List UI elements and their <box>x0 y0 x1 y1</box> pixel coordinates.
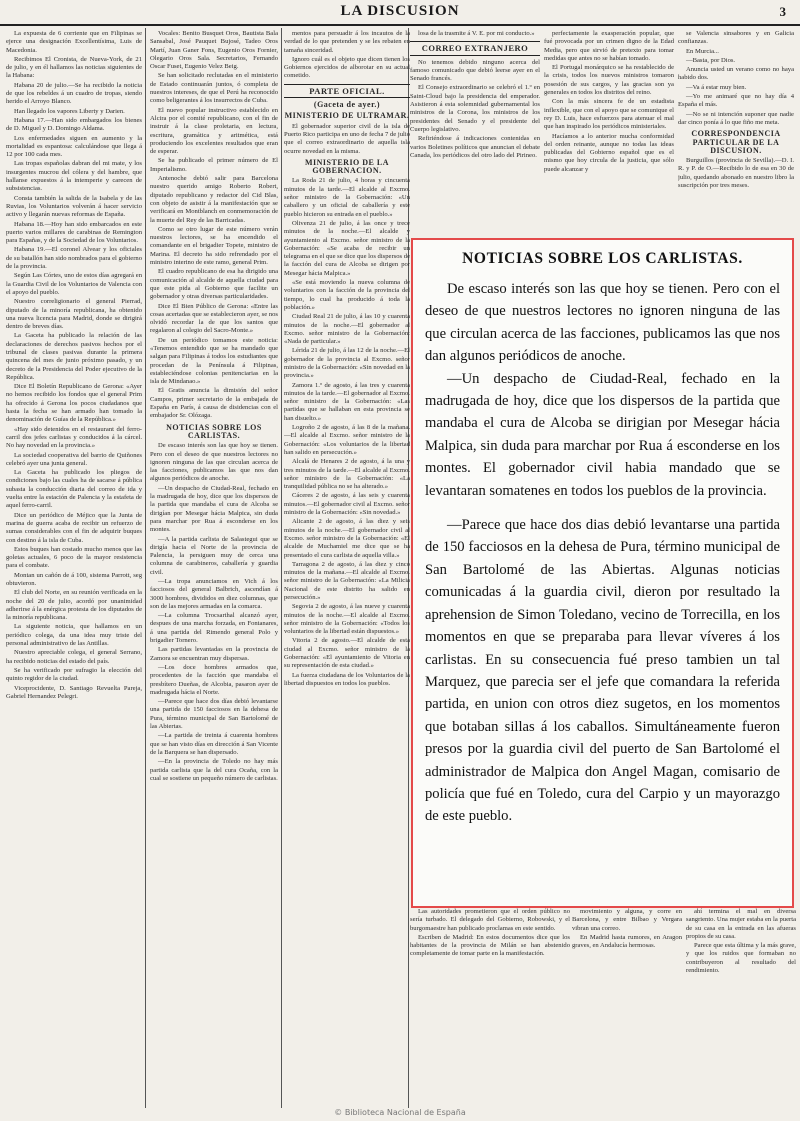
column-paragraph: —La partida de treinta á cuarenta hombres que se han visto días en dirección á San Vicente de la Barquera se han dispersado. <box>150 732 278 756</box>
column-paragraph: Las partidas levantadas en la provincia de Zamora se encuentran muy dispersas. <box>150 646 278 662</box>
column-paragraph: Se ha publicado el primer número de El Imperialismo. <box>150 157 278 173</box>
column-4-bottom <box>410 908 570 1098</box>
column-paragraph: mentos para persuadir á los incautos de la verdad de lo que pretenden y se les rebaten en tamaña sinceridad. <box>284 30 410 54</box>
column-paragraph: perfectamente la exasperación popular, que fué provocada por un crimen digno de la Edad Media, pero que sirvió de pretexto para tomar medidas que antes no se habían tomado. <box>544 30 674 62</box>
column-paragraph: Antenoche debió salir para Barcelona nuestro querido amigo Roberto Robert, diputado republicano y redactor del Cid Blas, con objeto de asistir á la manifestación que se verificará en Montblanch en conmemoración de la muerte del Rey de las Barricadas. <box>150 175 278 224</box>
column-paragraph: Anuncia usted un verano como no haya habido dos. <box>678 66 794 82</box>
column-4-top <box>410 30 540 235</box>
column-paragraph: Se han solicitado reclutadas en el ministerio de Estado continuarán juntos, ó completa de nuestros intereses, de que el Perú ha reconocido como beligerantes á los insurrectos de Cuba. <box>150 72 278 105</box>
section-heading: PARTE OFICIAL. <box>284 84 410 98</box>
column-paragraph: movimiento y alguna, y corre en Barcelona, y entre Bilbao y Vergara vibran una correo. <box>572 908 682 932</box>
section-heading: NOTICIAS SOBRE LOS CARLISTAS. <box>166 422 262 440</box>
column-paragraph: Segovia 2 de agosto, á las nueve y cuarenta minutos de la noche.—El alcalde al Excmo. señor ministro de la Gobernación: «Todos los voluntarios de la libertad están dispuestos.» <box>284 603 410 636</box>
column-paragraph: Según Las Córtes, uno de estos días agregará en la Guardia Civil de los Voluntarios de Valencia con el apoyo del pueblo. <box>6 272 142 296</box>
column-paragraph: La siguiente noticia, que hallamos en un periódico colega, da una idea muy triste del personal administrativo de las Antillas. <box>6 623 142 648</box>
column-paragraph: Consta también la salida de la Isabela y de las Ruvias, los Voluntarios volverán á hacer servicio activo y llegarán nuevas reformas de España. <box>6 194 142 219</box>
column-paragraph: —Yo me animaré que no hay día 4 España el más. <box>678 93 794 109</box>
column-paragraph: Estos buques han costado mucho menos que las goletas actuales, 6 poco de la mayor resistencia para el combate. <box>6 545 142 570</box>
page-number: 3 <box>779 4 786 19</box>
column-paragraph: Ignoro cuál es el objeto que dicen tienen los Gobiernos ejercidos de alborotar en su actual cometido. <box>284 55 410 80</box>
column-paragraph: El Portugal monárquico se ha restablecido de la crisis, todos los nuevos ministros tomaron posesión de sus cargos, y las gracias son ya generales en todos los distritos del reino. <box>544 64 674 97</box>
column-paragraph: Lérida 21 de julio, á las 12 de la noche.—El gobernador de la provincia al Excmo. señor ministro de la Gobernación: «Sin novedad en la provincia.» <box>284 347 410 380</box>
column-paragraph: La Roda 21 de julio, 4 horas y cincuenta minutos de la tarde.—El alcalde al Excmo. señor ministro de la Gobernación: «Un caballero y un oficial de caballería y este pueblo hicieron su entrada en el pueblo.» <box>284 177 410 218</box>
column-paragraph: Montan un cañón de á 100, sistema Parrott, seg obtuvieron. <box>6 571 142 587</box>
column-paragraph: Parece que esta última y la más grave, y que los ruidos que formaban no contribuyeron al resultado del rendimiento. <box>686 942 796 975</box>
article-paragraph: De escaso interés son las que hoy se tienen. Pero con el deseo de que nuestros lectores no ignoren ninguna de las que circulan acerca de las facciones, publicamos las que nos dan algunos periódicos de anoche. <box>425 281 780 365</box>
column-paragraph: Las tropas españolas dabran del mi mate, y los insurgentes mucrou del cólera y del hambre, que hallanse expuestos á la intemperie y carecen de subsistencias. <box>6 160 142 193</box>
column-paragraph: Nuestro correligionario el general Pierrad, diputado de la minoría republicana, ha obtenido una nueva licencia para Madrid, donde se dirigirá dentro de breves días. <box>6 298 142 331</box>
column-6-bottom <box>686 908 796 1098</box>
column-5-top <box>544 30 674 235</box>
article-paragraph: —Un despacho de Ciudad-Real, fechado en la madrugada de hoy, dice que los dispersos de la partida que mandaba el cura de Alcoba se dirigian por Mesegar hácia Malpica, sin duda para marchar por Rua á esconderse en los montes. El gobernador civil habia mandado que se levantaran somatenes en todos los pueblos de la provincia. <box>425 370 780 499</box>
column-3 <box>284 30 410 1105</box>
column-paragraph: De un periódico tomamos este noticia: «Tenemos entendido que se ha mandado que salgan para Filipinas á todos los estudiantes que procedan de la Península á Filipinas, estableciéndose colonias penitenciarias en la isla de Mindanao.» <box>150 336 278 386</box>
column-paragraph: La expuesta de 6 corriente que en Filipinas se ejerce una designación Excellentísima, Luis de Macedonia. <box>6 30 142 54</box>
column-paragraph: Zamora 1.º de agosto, á las tres y cuarenta minutos de la tarde.—El gobernador al Excmo. señor ministro de la Gobernación: «Las partidas que se hallaban en esta provincia se han disuelto.» <box>284 381 410 422</box>
newspaper-title: LA DISCUSION <box>340 3 460 19</box>
column-paragraph: De escaso interés son las que hoy se tienen. Pero con el deseo de que nuestros lectores no ignoren ninguna de las que circulan acerca de las facciones, publicamos las que nos dan algunos periódicos de anoche. <box>150 442 278 483</box>
column-paragraph: Viceprocidente, D. Santiago Revuelta Pareja, Gabriel Hernandez Pelegri. <box>6 684 142 700</box>
highlighted-article <box>411 238 794 908</box>
article-paragraph: —Parece que hace dos dias debió levantarse una partida de 150 facciosos en la dehesa de Pura, término municipal de San Bartolomé de las Abiertas. Algunas noticias comunicadas á la guardia civil, dieron por resultado la aprehension de Simon Toledano, vecino de Torrecilla, en los momentos en que se preparaba para llevar víveres á los carlistas. En su consecuencia fué preso tambien un tal Marquez, que parecia ser el jefe que comandara la referida partida, en union con otros diez sugetos, en los momentos que botaban sillas á los caballos. Simultáneamente fueron presos por la guardia civil del puerto de San Bartolomé el administrador de Malpica don Angel Magan, comisario de policía que fué en Toledo, cura del Carpio y un mayorazgo de este pueblo. <box>425 517 780 825</box>
article-body <box>425 250 780 828</box>
column-paragraph: —En la provincia de Toledo no hay más partida carlista que la del cura Ocaña, con la cual se sostiene un pequeño número de carlistas. <box>150 758 278 782</box>
column-paragraph: Dice El Boletín Republicano de Gerona: «Ayer no hemos recibido los fondos que el general Prim ha ofrecido á Gerona los pocos ciudadanos que hasta la fecha se han armado han tomado la denominación de Guías de la República.» <box>6 383 142 424</box>
column-paragraph: Logroño 2 de agosto, á las 8 de la mañana.—El alcalde al Excmo. señor ministro de la Gobernación: «Los voluntarios de la libertad han salido en persecución.» <box>284 424 410 456</box>
column-paragraph: Como se otro lugar de este número verán nuestros lectores, se ha encendido el comandante en el brigadier Topete, ministro de Marina. El decreto ha sido refrendado por el ministro interino de este ramo, general Prim. <box>150 225 278 267</box>
column-paragraph: Han llegado los vapores Liberty y Darien. <box>14 107 125 115</box>
column-paragraph: Vitoria 2 de agosto.—El alcalde de esta ciudad al Excmo. señor ministro de la Gobernación: «El ayuntamiento de Vitoria en su representación de esta ciudad.» <box>284 637 410 670</box>
column-paragraph: En Madrid hasta rumores, en Aragon graves, en Andalucía hermosas. <box>572 933 682 950</box>
column-paragraph: Nuestro apreciable colega, el general Serrano, ha recibido noticias del estado del país. <box>6 649 142 665</box>
column-rule <box>281 28 282 1108</box>
column-paragraph: Hacíamos a lo anterior mucha conformidad del orden reinante, aunque no todas las ideas publicadas del Gobierno español que es el mismo que hoy circula de la justicia, que sólo puede alcanzar y <box>544 132 674 173</box>
column-paragraph: Burguillos (provincia de Sevilla).—D. I. R. y P. de O.—Recibido lo de esa en 30 de julio, quedando abonado en nuestro libro la suscripción por tres meses. <box>678 157 794 190</box>
column-paragraph: —Parece que hace dos días debió levantarse una partida de 150 facciosos en la dehesa de Pura, término municipal de San Bartolomé de las Abiertas. <box>150 698 278 731</box>
column-paragraph: Olivenza 21 de julio, á las once y trece minutos de la noche.—El alcalde y ayuntamiento al Excmo. señor ministro de la Gobernación: «Se acaba de recibir un telegrama en el que se dice que los dispersos de la facción del cura de Alcoba se dirigen por Mesegar hácia Malpica.» <box>284 219 410 277</box>
column-paragraph: Cáceres 2 de agosto, á las seis y cuarenta minutos.—El gobernador civil al Excmo. señor ministro de la Gobernación: «Sin novedad.» <box>284 492 410 517</box>
column-paragraph: El club del Norte, en su reunión verificada en la noche del 20 de julio, acordó por unanimidad adherirse á la enérgica protesta de los diputados de la minoría republicana. <box>6 589 142 622</box>
column-paragraph: La Gaceta ha publicado la relación de las declaraciones de derechos pasivos hechos por el tribunal de clases pasivas durante la primera quincena del mes de junio próximo pasado, y un decreto de la Presidencia del Poder ejecutivo de la República. <box>6 332 142 381</box>
column-paragraph: Escriben de Madrid: En estos documentos dice que los habitantes de la provincia de Milán se han abstenido completamente de tomar parte en la manifestación. <box>410 933 570 958</box>
column-paragraph: —Va á estar muy bien. <box>686 83 747 91</box>
column-paragraph: se Valencia sinsabores y en Galicia confianzas. <box>678 30 794 46</box>
column-paragraph: —Basta, por Dios. <box>686 56 736 64</box>
copyright-footer: © Biblioteca Nacional de España <box>334 1108 466 1117</box>
section-heading: CORRESPONDENCIA PARTICULAR DE LA DISCUSION. <box>691 129 781 155</box>
column-paragraph: —La tropa anunciamos en Vich á los facciosos del general Balbrich, ascendían á 3000 hombres, divididos en diez columnas, que son de las mejores armadas en la comarca. <box>150 578 278 610</box>
column-paragraph: «Se está moviendo la nueva columna de voluntarios con la facción de la provincia del tiempo, lo cual ha producido á toda la población.» <box>284 279 410 311</box>
paragraph-spacer <box>425 502 780 514</box>
column-6-top <box>678 30 794 235</box>
column-paragraph: Ciudad Real 21 de julio, á las 10 y cuarenta minutos de la noche.—El gobernador al Excmo. señor ministro de la Gobernación: «Nada de particular.» <box>284 313 410 346</box>
column-paragraph: El cuadro republicano de esa ha dirigido una comunicación al alcalde de aquella ciudad para que este pida al Gobierno que facilite un gobernador y otras diversas particularidades. <box>150 268 278 301</box>
section-heading: (Gaceta de ayer.) <box>313 100 381 110</box>
column-paragraph: Se ha verificado por sufragio la elección del quinto regidor de la ciudad. <box>6 666 142 683</box>
column-paragraph: «Hay sido detenidos en el restaurant del ferro-carril dos jefes carlistas y conducidos á la cárcel. No hay novedad en la provincia.» <box>6 425 142 450</box>
column-paragraph: Las autoridades prometieron que el orden público no sería turbado. El delegado del Gobierno, Robowski, y el burgomaestre han publicado proclamas en este sentido. <box>410 908 570 932</box>
column-paragraph: Habana 18.—Hoy han sido embarcados en este puerto varios millares de carabinas de Remington para Españas, y de la Sociedad de los Voluntarios. <box>6 220 142 245</box>
section-heading: CORREO EXTRANJERO <box>410 41 540 55</box>
column-paragraph: Con la más sincera fe de un estadista inflexible, que con el apoyo que se comunique el rey D. Luis, hace esfuerzos para atenuar el mal que han inspirado los periódicos ministeriales. <box>544 98 674 131</box>
column-paragraph: —Los doce hombres armados que, procedentes de la facción que mandaba el presbítero Dueñas, de Alcobia, pasaron ayer de madrugada hácia el Norte. <box>150 663 278 696</box>
column-paragraph: Vocales: Benito Busquet Oros, Bautista Bala Sansabal, José Pauquet Bujosé, Tadeo Oros Martí, Juan Ganer Fons, Eugenio Oros Fornier, Olegario Oros Sala. Secretarios, Fernando Oscar Fuset, Eugenio Velez Beig. <box>150 30 278 71</box>
column-paragraph: —A la partida carlista de Salastegui que se dirigía hacia el Norte de la provincia de Palencia, la persiguen muy de cerca una columna de carabineros, caballería y guardia civil. <box>150 535 278 576</box>
column-paragraph: Recibimos El Cronista, de Nueva-York, de 21 de julio, y en él hallamos las noticias siguientes de la Habana: <box>6 55 142 80</box>
column-paragraph: Alicante 2 de agosto, á las diez y seis minutos de la noche.—El gobernador civil al Excmo. señor ministro de la Gobernación: «El alcalde de Muchamiel me dice que se ha presentado el cura carlista de aquella villa.» <box>284 518 410 559</box>
column-paragraph: Habana 19.—El coronel Alvear y los oficiales de su batallón han sido nombrados para el gobierno de la provincia. <box>6 246 142 271</box>
column-paragraph: Los enfermedades siguen en aumento y la mortalidad es espantosa: calculándose que llega á 12 por 100 cada mes. <box>6 134 142 159</box>
column-2 <box>150 30 278 1105</box>
column-paragraph: losa de la trasmite á V. E. por mi conducto.» <box>418 30 535 37</box>
column-5-bottom <box>572 908 682 1098</box>
section-heading: MINISTERIO DE LA GOBERNACION. <box>304 157 389 176</box>
section-heading: MINISTERIO DE ULTRAMAR. <box>284 111 410 121</box>
column-rule <box>145 28 146 1108</box>
column-paragraph: El nuevo popular instructivo establecido en Alcira por el comité republicano, con el fin de instruir á la clase proletaria, en lectura, escritura, gramática y aritmética, está produciendo los excelentes resultados que eran de esperar. <box>150 106 278 156</box>
column-paragraph: Refiriéndose á indicaciones contenidas en varios Boletines políticos que anuncian el debate Canada, los periódicos del otro lado del Pirineo. <box>410 135 540 159</box>
column-paragraph: —Un despacho de Ciudad-Real, fechado en la madrugada de hoy, dice que los dispersos de la partida que mandaba el cura de Alcoba se dirigían por Mesegar hácia Malpica, sin duda para marchar por Rua á esconderse en los montes. <box>150 484 278 534</box>
column-paragraph: ahí termina el mal en diversa sangriento. Una mujer estaba en la puerta de su casa en la entrada en las afueras propios de su casa. <box>686 908 796 940</box>
column-paragraph: Dice un periódico de Méjico que la Junta de marina de guerra acaba de recibir un refuerzo de sumas considerables con el fin de adquirir buques con destino á la isla de Cuba. <box>6 511 142 544</box>
column-paragraph: Tarragona 2 de agosto, á las diez y cinco minutos de la mañana.—El alcalde al Excmo. señor ministro de la Gobernación: «La Milicia Nacional de este distrito ha salido en persecución.» <box>284 560 410 601</box>
column-paragraph: Dice El Bien Público de Gerona: «Entre las cosas acertadas que se establecieron ayer, se nos olvidó recordar la de que los santos que regalaron al colegio del Sacro-Monte.» <box>150 302 278 335</box>
column-paragraph: —No se ni intención suponer que nadie dar cinco ponía á lo que fiño me meta. <box>678 110 794 126</box>
column-paragraph: El gobernador superior civil de la isla de Puerto Rico participa en uno de fecha 7 de julio que el correo extraordinario de aquella isla ocurre novedad en la misma. <box>284 122 410 155</box>
article-title: NOTICIAS SOBRE LOS CARLISTAS. <box>462 250 743 267</box>
column-1 <box>6 30 142 1105</box>
column-paragraph: La sociedad cooperativa del barrio de Quiñones celebró ayer una junta general. <box>6 451 142 467</box>
column-paragraph: La Gaceta ha publicado los pliegos de condiciones bajo las cuales ha de sacarse á pública subasta la conducción diaria del correo de ida y vuelta entre la estación de Palencia y la estafeta de aquel ferro-carril. <box>6 469 142 510</box>
column-paragraph: Habana 17.—Han sido embargados los bienes de D. Miguel y D. Domingo Aldama. <box>6 116 142 133</box>
column-paragraph: El Gratis anuncia la dimisión del señor Campos, primer secretario de la embajada de España en París, á causa de disidencias con el embajador Sr. Olózaga. <box>150 387 278 420</box>
column-paragraph: El Consejo extraordinario se celebró el 1.º en Saint-Cloud bajo la presidencia del emperador. Asistieron á esta solemnidad gubernamental los ministros de la Corona, los ministros de los presidentes del Senado y el presidente del Cuerpo legislativo. <box>410 84 540 133</box>
column-paragraph: —La columna Trocsarthal alcanzó ayer, despues de una marcha forzada, en Fontanares, á una partida del Rimendo general Polo y brigadier Tornero. <box>150 612 278 645</box>
column-paragraph: Alcalá de Henares 2 de agosto, á la una y tres minutos de la tarde.—El alcalde al Excmo. señor ministro de la Gobernación: «La tranquilidad pública no se ha alterado.» <box>284 458 410 491</box>
column-paragraph: La fuerza ciudadana de los Voluntarios de la libertad dispuestos en todos los pueblos. <box>284 671 410 687</box>
column-paragraph: En Murcia... <box>686 47 719 55</box>
masthead <box>0 0 800 26</box>
column-paragraph: No tenemos debido ninguno acerca del famoso comunicado que debió leerse ayer en el Senado francés. <box>410 58 540 83</box>
column-paragraph: Habana 20 de julio.—Se ha recibido la noticia de que los rebeldes á un cuadro de tropas, siendo herido el Arroyo Blanco. <box>6 81 142 106</box>
